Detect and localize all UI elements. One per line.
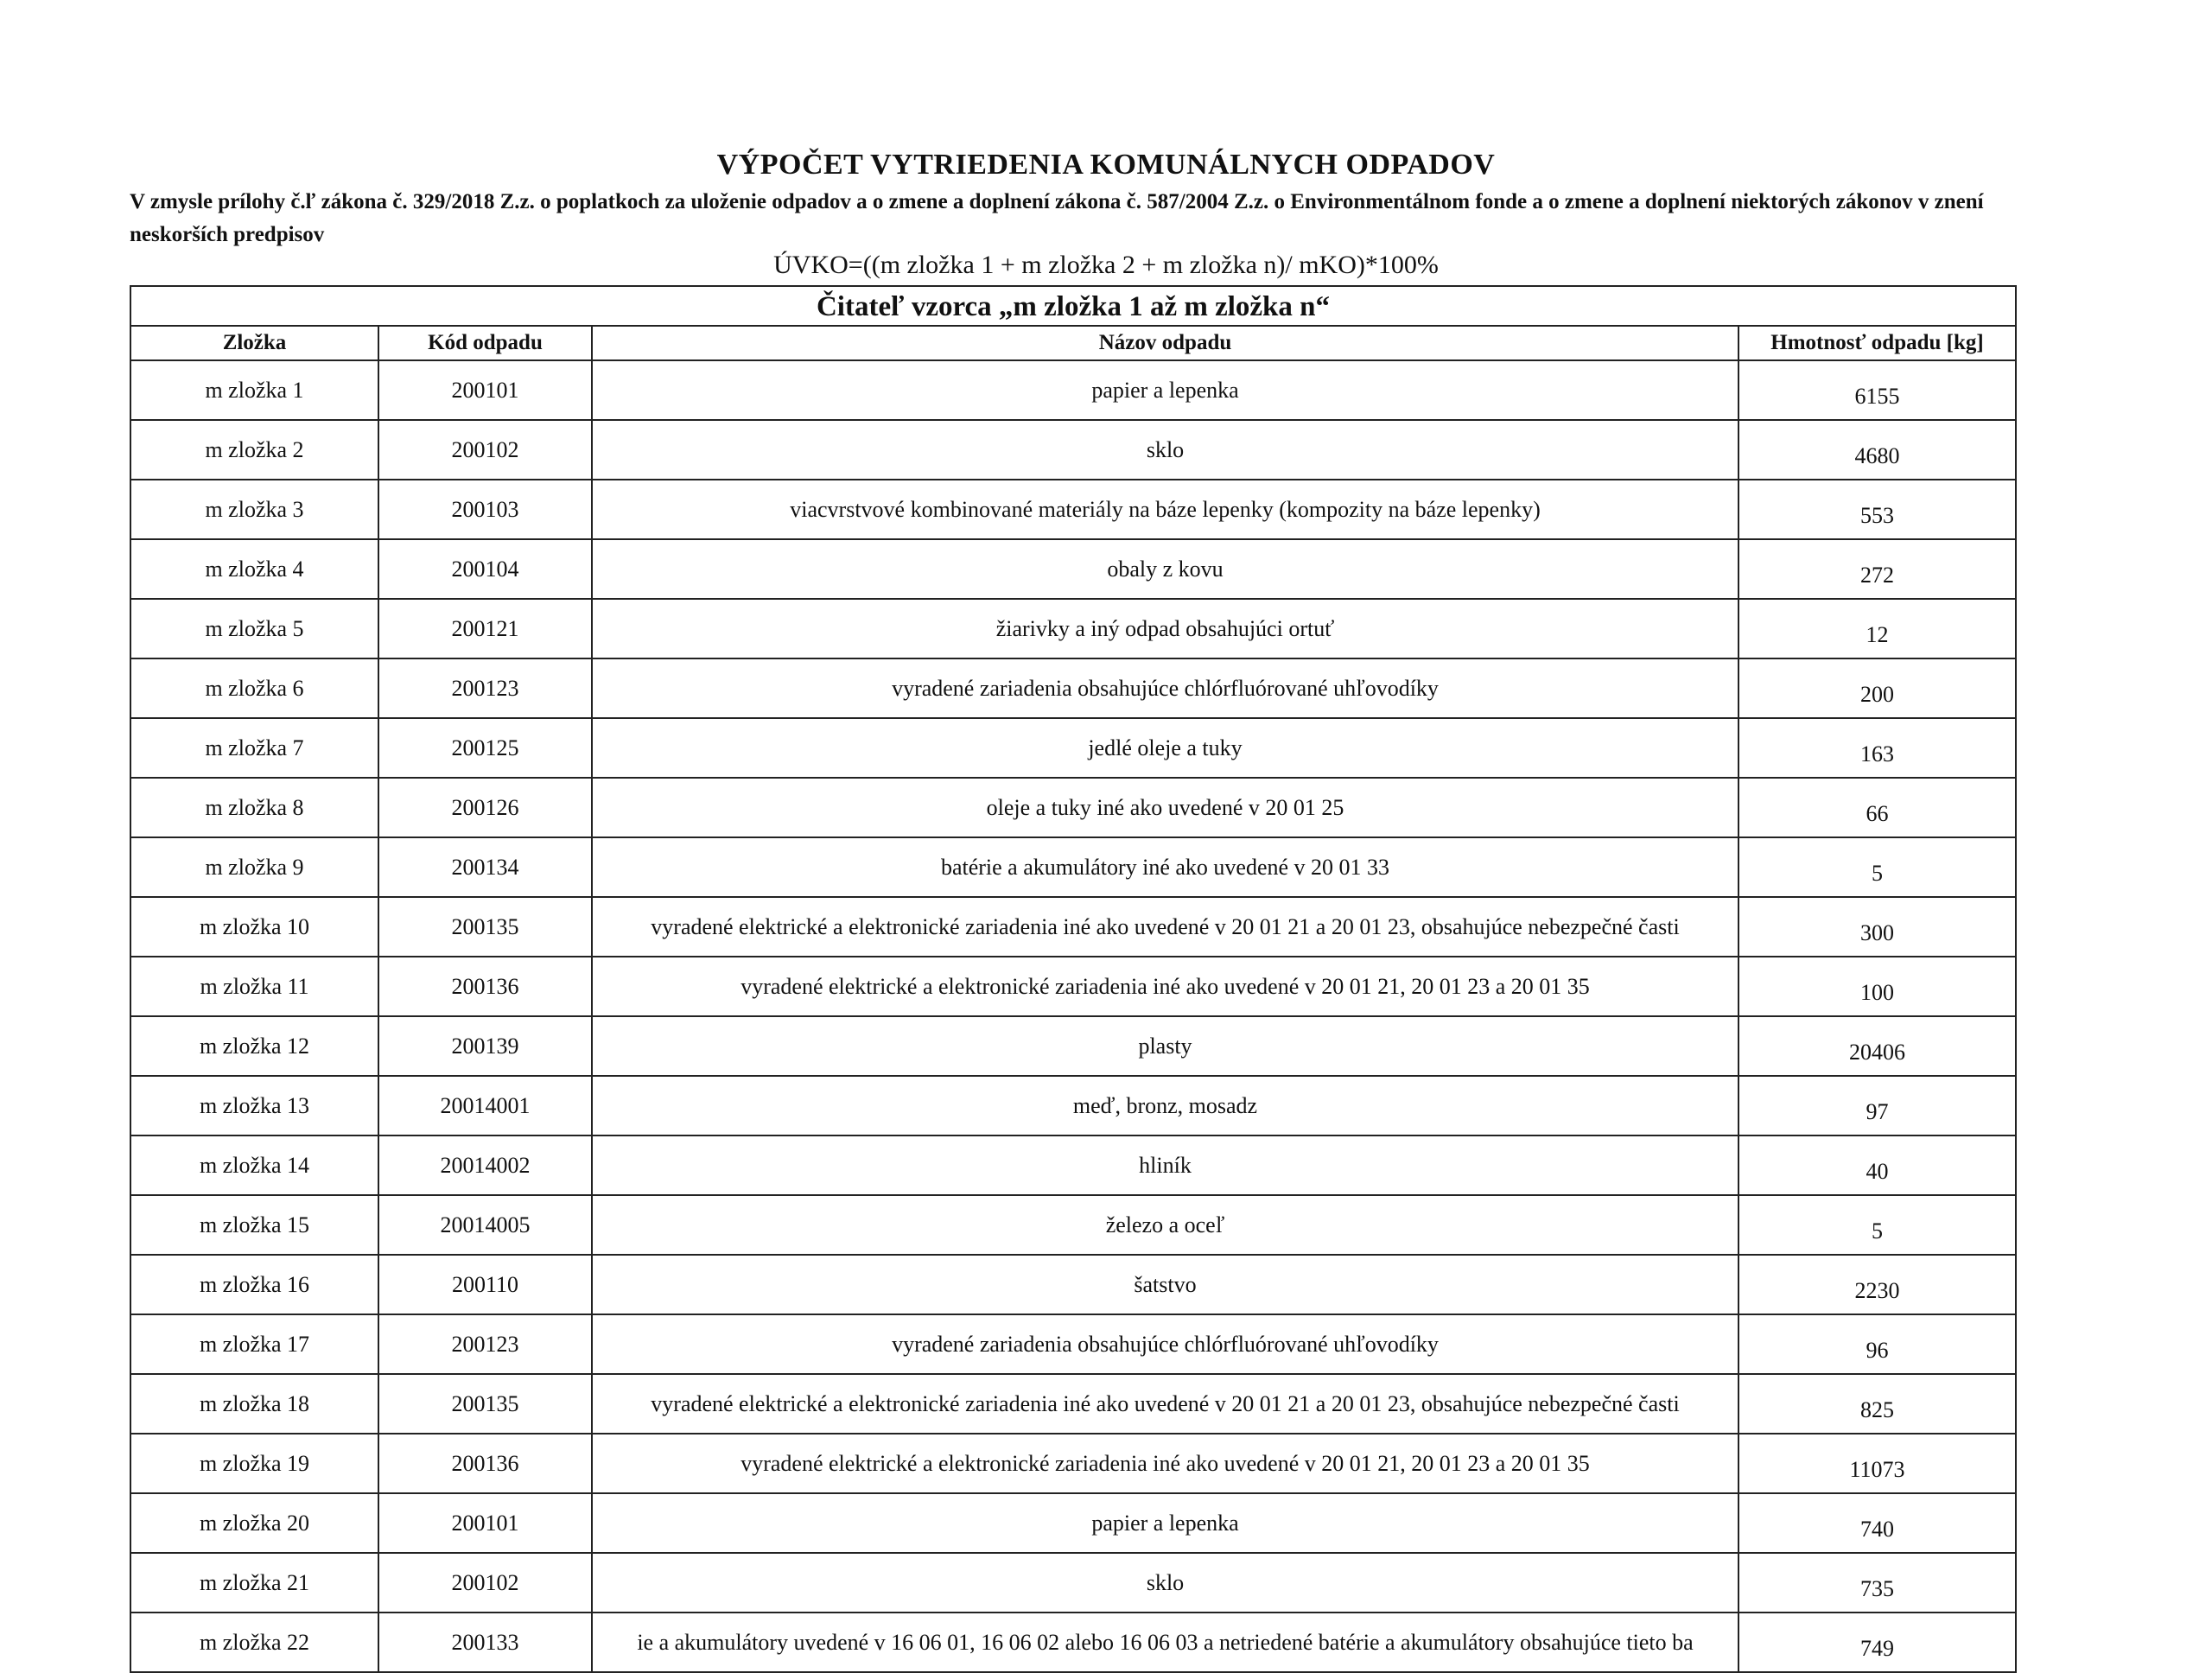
cell-weight: 5	[1738, 837, 2016, 897]
cell-name: viacvrstvové kombinované materiály na báze lepenky (kompozity na báze lepenky)	[592, 480, 1738, 539]
table-body	[130, 360, 2016, 1672]
cell-code: 200104	[378, 539, 592, 599]
cell-code: 200123	[378, 1314, 592, 1374]
cell-weight: 740	[1738, 1493, 2016, 1553]
cell-component: m zložka 7	[130, 718, 378, 778]
cell-name: hliník	[592, 1135, 1738, 1195]
cell-code: 200101	[378, 360, 592, 420]
cell-component: m zložka 5	[130, 599, 378, 658]
cell-code: 200125	[378, 718, 592, 778]
cell-code: 200103	[378, 480, 592, 539]
cell-weight: 553	[1738, 480, 2016, 539]
cell-name: oleje a tuky iné ako uvedené v 20 01 25	[592, 778, 1738, 837]
cell-component: m zložka 2	[130, 420, 378, 480]
cell-name: vyradené elektrické a elektronické zariadenia iné ako uvedené v 20 01 21 a 20 01 23, obsahujúce nebezpečné časti	[592, 897, 1738, 957]
cell-name: žiarivky a iný odpad obsahujúci ortuť	[592, 599, 1738, 658]
cell-weight: 4680	[1738, 420, 2016, 480]
cell-component: m zložka 19	[130, 1434, 378, 1493]
cell-component: m zložka 6	[130, 658, 378, 718]
header-weight: Hmotnosť odpadu [kg]	[1738, 326, 2016, 360]
table-caption: Čitateľ vzorca „m zložka 1 až m zložka n“	[130, 286, 2016, 326]
cell-weight: 749	[1738, 1613, 2016, 1672]
table-row	[130, 599, 2016, 658]
cell-component: m zložka 13	[130, 1076, 378, 1135]
cell-component: m zložka 21	[130, 1553, 378, 1613]
table-row	[130, 837, 2016, 897]
cell-weight: 825	[1738, 1374, 2016, 1434]
cell-code: 200102	[378, 1553, 592, 1613]
cell-name: vyradené elektrické a elektronické zariadenia iné ako uvedené v 20 01 21, 20 01 23 a 20 01 35	[592, 1434, 1738, 1493]
cell-weight: 96	[1738, 1314, 2016, 1374]
cell-weight: 11073	[1738, 1434, 2016, 1493]
table-row	[130, 420, 2016, 480]
cell-code: 20014005	[378, 1195, 592, 1255]
cell-name: sklo	[592, 1553, 1738, 1613]
table-row	[130, 480, 2016, 539]
cell-code: 200102	[378, 420, 592, 480]
table-row	[130, 1135, 2016, 1195]
cell-component: m zložka 10	[130, 897, 378, 957]
header-component: Zložka	[130, 326, 378, 360]
cell-code: 200136	[378, 957, 592, 1016]
cell-code: 200101	[378, 1493, 592, 1553]
cell-name: batérie a akumulátory iné ako uvedené v 20 01 33	[592, 837, 1738, 897]
cell-weight: 12	[1738, 599, 2016, 658]
cell-weight: 97	[1738, 1076, 2016, 1135]
cell-weight: 6155	[1738, 360, 2016, 420]
cell-name: železo a oceľ	[592, 1195, 1738, 1255]
cell-name: papier a lepenka	[592, 1493, 1738, 1553]
table-row	[130, 658, 2016, 718]
cell-name: vyradené elektrické a elektronické zariadenia iné ako uvedené v 20 01 21 a 20 01 23, obsahujúce nebezpečné časti	[592, 1374, 1738, 1434]
formula: ÚVKO=((m zložka 1 + m zložka 2 + m zložka n)/ mKO)*100%	[773, 251, 1439, 279]
cell-component: m zložka 11	[130, 957, 378, 1016]
table-caption-row	[130, 286, 2016, 326]
cell-name: papier a lepenka	[592, 360, 1738, 420]
table-row	[130, 1255, 2016, 1314]
table-row	[130, 957, 2016, 1016]
document-title: VÝPOČET VYTRIEDENIA KOMUNÁLNYCH ODPADOV	[716, 149, 1496, 181]
cell-weight: 5	[1738, 1195, 2016, 1255]
cell-weight: 40	[1738, 1135, 2016, 1195]
table-row	[130, 718, 2016, 778]
cell-code: 200136	[378, 1434, 592, 1493]
table-row	[130, 1076, 2016, 1135]
cell-weight: 163	[1738, 718, 2016, 778]
cell-name: meď, bronz, mosadz	[592, 1076, 1738, 1135]
cell-code: 200133	[378, 1613, 592, 1672]
cell-code: 200139	[378, 1016, 592, 1076]
cell-component: m zložka 8	[130, 778, 378, 837]
table-row	[130, 1016, 2016, 1076]
cell-name: jedlé oleje a tuky	[592, 718, 1738, 778]
waste-table	[130, 285, 2017, 1673]
cell-weight: 66	[1738, 778, 2016, 837]
cell-code: 200135	[378, 1374, 592, 1434]
cell-component: m zložka 1	[130, 360, 378, 420]
cell-weight: 100	[1738, 957, 2016, 1016]
cell-weight: 200	[1738, 658, 2016, 718]
cell-name: sklo	[592, 420, 1738, 480]
table-row	[130, 1314, 2016, 1374]
table-row	[130, 1434, 2016, 1493]
cell-code: 200110	[378, 1255, 592, 1314]
cell-component: m zložka 18	[130, 1374, 378, 1434]
cell-component: m zložka 17	[130, 1314, 378, 1374]
cell-component: m zložka 4	[130, 539, 378, 599]
table-row	[130, 1374, 2016, 1434]
table-row	[130, 1195, 2016, 1255]
cell-name: vyradené zariadenia obsahujúce chlórfluórované uhľovodíky	[592, 658, 1738, 718]
cell-weight: 272	[1738, 539, 2016, 599]
header-name: Názov odpadu	[592, 326, 1738, 360]
cell-name: obaly z kovu	[592, 539, 1738, 599]
cell-code: 200135	[378, 897, 592, 957]
header-code: Kód odpadu	[378, 326, 592, 360]
table-row	[130, 360, 2016, 420]
cell-name: vyradené elektrické a elektronické zariadenia iné ako uvedené v 20 01 21, 20 01 23 a 20 01 35	[592, 957, 1738, 1016]
cell-weight: 2230	[1738, 1255, 2016, 1314]
cell-code: 20014001	[378, 1076, 592, 1135]
cell-weight: 735	[1738, 1553, 2016, 1613]
table-row	[130, 778, 2016, 837]
cell-component: m zložka 3	[130, 480, 378, 539]
table-row	[130, 1613, 2016, 1672]
cell-component: m zložka 20	[130, 1493, 378, 1553]
cell-component: m zložka 12	[130, 1016, 378, 1076]
cell-component: m zložka 9	[130, 837, 378, 897]
cell-weight: 300	[1738, 897, 2016, 957]
table-row	[130, 1493, 2016, 1553]
cell-code: 200126	[378, 778, 592, 837]
cell-code: 20014002	[378, 1135, 592, 1195]
cell-component: m zložka 16	[130, 1255, 378, 1314]
cell-name: plasty	[592, 1016, 1738, 1076]
cell-component: m zložka 22	[130, 1613, 378, 1672]
cell-code: 200134	[378, 837, 592, 897]
law-reference: V zmysle prílohy č.ľ zákona č. 329/2018 Z.z. o poplatkoch za uloženie odpadov a o zmene a doplnení zákona č. 587/2004 Z.z. o Environmentálnom fonde a o zmene a doplnení niektorých zákonov v znení neskorších predpisov	[130, 190, 1984, 246]
cell-name: šatstvo	[592, 1255, 1738, 1314]
table-row	[130, 1553, 2016, 1613]
cell-code: 200123	[378, 658, 592, 718]
cell-component: m zložka 15	[130, 1195, 378, 1255]
cell-weight: 20406	[1738, 1016, 2016, 1076]
cell-name: ie a akumulátory uvedené v 16 06 01, 16 06 02 alebo 16 06 03 a netriedené batérie a akumulátory obsahujúce tieto ba	[592, 1613, 1738, 1672]
cell-component: m zložka 14	[130, 1135, 378, 1195]
table-row	[130, 539, 2016, 599]
cell-name: vyradené zariadenia obsahujúce chlórfluórované uhľovodíky	[592, 1314, 1738, 1374]
table-row	[130, 897, 2016, 957]
table-header-row	[130, 326, 2016, 360]
cell-code: 200121	[378, 599, 592, 658]
